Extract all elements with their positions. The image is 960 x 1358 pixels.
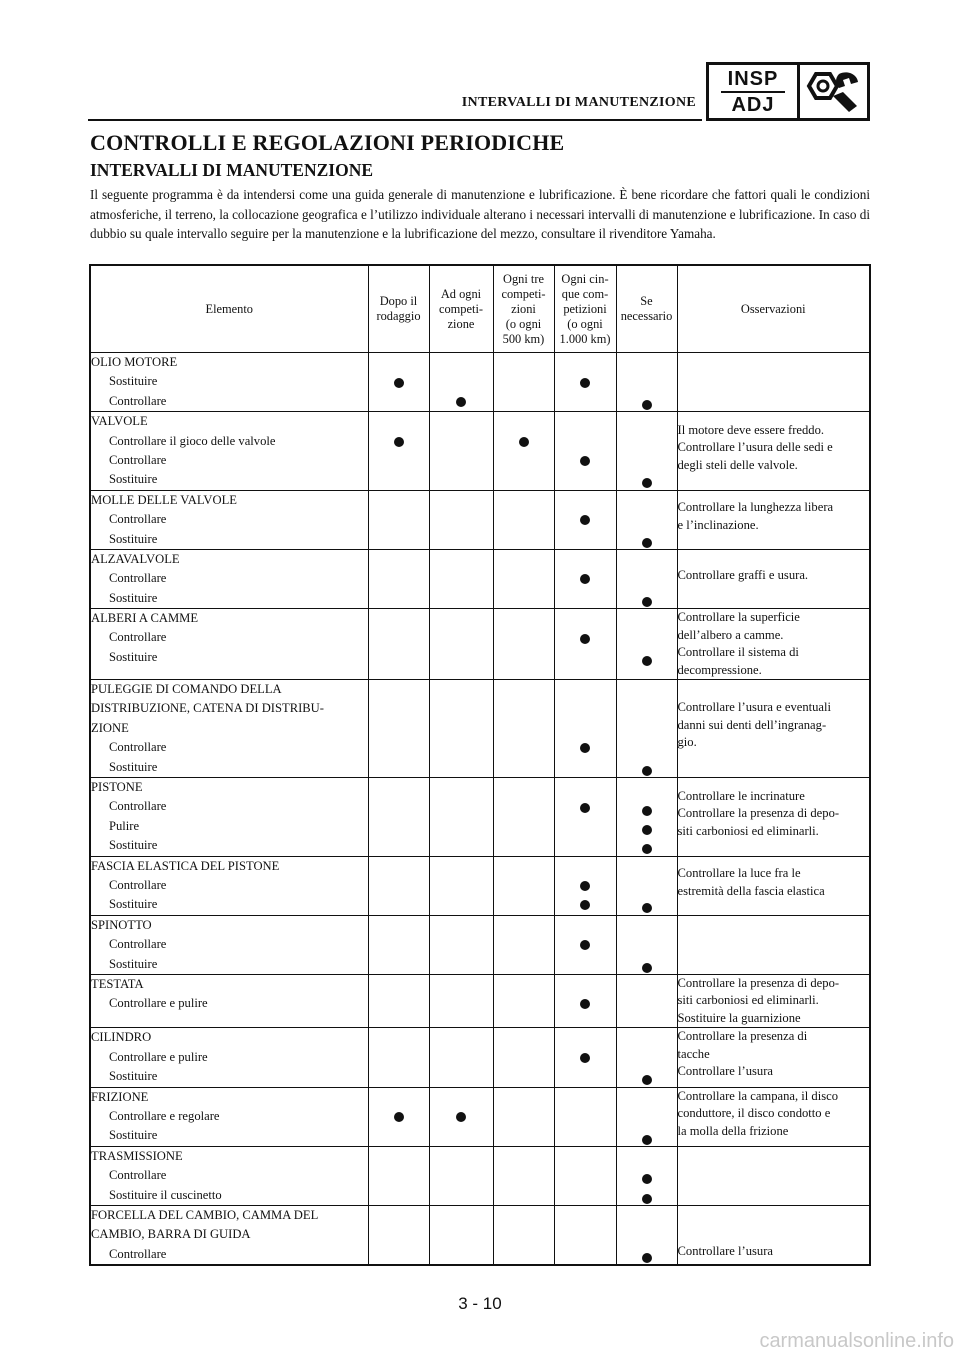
interval-cell: [429, 412, 493, 491]
schedule-dot-icon: [642, 597, 652, 607]
note-text: Controllare l’usura: [677, 1064, 773, 1079]
task-label: Sostituire: [109, 759, 158, 774]
note-text: Controllare la superficie: [677, 610, 800, 625]
group-title: TRASMISSIONE: [91, 1148, 183, 1163]
interval-cell: [616, 490, 677, 549]
item-cell: [90, 609, 368, 680]
interval-cell: [368, 974, 429, 1028]
schedule-dot-icon: [580, 634, 590, 644]
note-text: Controllare le incrinature: [677, 788, 805, 803]
insp-adj-badge: [706, 62, 870, 121]
badge-insp-label: INSP: [727, 67, 779, 90]
interval-cell: [616, 778, 677, 857]
note-text: degli steli delle valvole.: [677, 457, 798, 472]
interval-cell: [368, 1146, 429, 1205]
schedule-dot-icon: [642, 1194, 652, 1204]
schedule-dot-icon: [519, 437, 529, 447]
schedule-dot-icon: [580, 515, 590, 525]
interval-cell: [368, 680, 429, 778]
task-label: Controllare: [109, 799, 167, 814]
notes-cell: [677, 412, 870, 491]
group-title: FRIZIONE: [91, 1089, 149, 1104]
notes-cell: [677, 1146, 870, 1205]
interval-cell: [554, 1028, 616, 1087]
task-label: Controllare e pulire: [109, 996, 208, 1011]
interval-cell: [554, 680, 616, 778]
note-text: Controllare il sistema di: [677, 645, 799, 660]
table-row: [90, 1087, 870, 1146]
item-cell: [90, 1146, 368, 1205]
group-title: MOLLE DELLE VALVOLE: [91, 492, 237, 507]
item-cell: [90, 412, 368, 491]
table-row: [90, 1205, 870, 1265]
notes-cell: [677, 856, 870, 915]
badge-text: [709, 65, 800, 118]
schedule-dot-icon: [642, 1135, 652, 1145]
notes-cell: [677, 490, 870, 549]
task-label: Controllare e regolare: [109, 1109, 220, 1123]
note-text: Controllare la campana, il disco: [677, 1088, 839, 1103]
interval-cell: [368, 490, 429, 549]
item-cell: [90, 1205, 368, 1265]
section-subtitle: INTERVALLI DI MANUTENZIONE: [90, 160, 374, 180]
note-text: Controllare l’usura delle sedi e: [677, 440, 833, 455]
note-text: Controllare l’usura e eventuali: [677, 700, 832, 715]
interval-cell: [493, 353, 554, 412]
interval-cell: [429, 353, 493, 412]
note-text: Controllare la luce fra le: [677, 866, 801, 881]
task-label: Controllare: [109, 877, 167, 892]
schedule-dot-icon: [642, 903, 652, 913]
schedule-dot-icon: [642, 963, 652, 973]
notes-cell: [677, 609, 870, 680]
interval-cell: [429, 680, 493, 778]
table-row: [90, 353, 870, 412]
schedule-dot-icon: [456, 397, 466, 407]
section-title: INTERVALLI DI MANUTENZIONE: [461, 95, 696, 110]
task-label: Controllare: [109, 740, 167, 755]
group-title: TESTATA: [91, 976, 144, 991]
notes-cell: [677, 1205, 870, 1265]
interval-cell: [493, 1028, 554, 1087]
group-title: ZIONE: [91, 720, 129, 735]
task-label: Controllare e pulire: [109, 1049, 208, 1064]
interval-cell: [554, 1205, 616, 1265]
interval-cell: [616, 680, 677, 778]
interval-cell: [368, 1087, 429, 1146]
notes-cell: [677, 974, 870, 1028]
interval-cell: [368, 549, 429, 608]
task-label: Controllare: [109, 1246, 167, 1261]
note-text: dell’albero a camme.: [677, 627, 784, 642]
interval-cell: [554, 915, 616, 974]
interval-cell: [368, 412, 429, 491]
schedule-dot-icon: [642, 844, 652, 854]
column-header: [429, 265, 493, 353]
interval-cell: [429, 490, 493, 549]
column-header: [554, 265, 616, 353]
schedule-dot-icon: [580, 803, 590, 813]
interval-cell: [368, 609, 429, 680]
table-row: [90, 680, 870, 778]
item-cell: [90, 353, 368, 412]
schedule-dot-icon: [642, 656, 652, 666]
interval-cell: [493, 490, 554, 549]
group-title: CILINDRO: [91, 1030, 152, 1045]
note-text: la molla della frizione: [677, 1123, 789, 1138]
table-header-row: [90, 265, 870, 353]
group-title: VALVOLE: [91, 414, 148, 429]
task-label: Controllare: [109, 630, 167, 645]
interval-cell: [429, 974, 493, 1028]
watermark: carmanualsonline.info: [759, 1330, 954, 1352]
column-header-label: Se necessario: [620, 294, 673, 323]
interval-cell: [493, 974, 554, 1028]
item-cell: [90, 915, 368, 974]
table-row: [90, 1028, 870, 1087]
interval-cell: [493, 609, 554, 680]
interval-cell: [493, 778, 554, 857]
table-row: [90, 856, 870, 915]
note-text: Controllare la lunghezza libera: [677, 500, 834, 515]
group-title: PISTONE: [91, 780, 143, 795]
interval-cell: [429, 609, 493, 680]
item-cell: [90, 549, 368, 608]
schedule-dot-icon: [642, 1075, 652, 1085]
interval-cell: [493, 680, 554, 778]
task-label: Controllare: [109, 937, 167, 952]
interval-cell: [368, 1205, 429, 1265]
interval-cell: [493, 412, 554, 491]
item-cell: [90, 974, 368, 1028]
interval-cell: [368, 1028, 429, 1087]
column-header-label: Ad ogni competi- zione: [438, 286, 484, 331]
column-header: [616, 265, 677, 353]
interval-cell: [554, 490, 616, 549]
note-text: e l’inclinazione.: [677, 517, 759, 532]
group-title: ALZAVALVOLE: [91, 551, 180, 566]
interval-cell: [493, 1087, 554, 1146]
interval-cell: [554, 353, 616, 412]
interval-cell: [368, 353, 429, 412]
notes-cell: [677, 1087, 870, 1146]
interval-cell: [616, 856, 677, 915]
schedule-dot-icon: [580, 999, 590, 1009]
interval-cell: [616, 353, 677, 412]
interval-cell: [616, 1146, 677, 1205]
interval-cell: [616, 1087, 677, 1146]
table-row: [90, 1146, 870, 1205]
notes-cell: [677, 549, 870, 608]
interval-cell: [616, 1205, 677, 1265]
item-cell: [90, 490, 368, 549]
header-rule: [88, 119, 702, 121]
note-text: Controllare l’usura: [677, 1243, 773, 1258]
group-title: DISTRIBUZIONE, CATENA DI DISTRIBU-: [91, 701, 324, 716]
schedule-dot-icon: [394, 437, 404, 447]
wrench-bolt-icon: [800, 65, 867, 118]
note-text: conduttore, il disco condotto e: [677, 1106, 831, 1121]
notes-cell: [677, 778, 870, 857]
interval-cell: [554, 412, 616, 491]
task-label: Sostituire: [109, 1069, 158, 1084]
task-label: Sostituire: [109, 838, 158, 853]
task-label: Sostituire: [109, 897, 158, 912]
item-cell: [90, 856, 368, 915]
schedule-dot-icon: [580, 900, 590, 910]
task-label: Sostituire: [109, 590, 158, 605]
interval-cell: [616, 1028, 677, 1087]
task-label: Controllare: [109, 571, 167, 586]
note-text: Controllare la presenza di depo-: [677, 975, 840, 990]
group-title: OLIO MOTORE: [91, 355, 178, 369]
interval-cell: [616, 974, 677, 1028]
schedule-dot-icon: [642, 766, 652, 776]
notes-cell: [677, 915, 870, 974]
task-label: Controllare il gioco delle valvole: [109, 433, 276, 448]
schedule-dot-icon: [642, 1253, 652, 1263]
task-label: Sostituire: [109, 472, 158, 487]
interval-cell: [554, 1146, 616, 1205]
interval-cell: [429, 1028, 493, 1087]
page-number: 3 - 10: [458, 1294, 502, 1313]
note-text: siti carboniosi ed eliminarli.: [677, 993, 819, 1008]
group-title: SPINOTTO: [91, 917, 152, 932]
item-cell: [90, 1028, 368, 1087]
task-label: Controllare: [109, 512, 167, 527]
task-label: Sostituire: [109, 1128, 158, 1143]
interval-cell: [429, 1146, 493, 1205]
note-text: Sostituire la guarnizione: [677, 1010, 801, 1025]
notes-cell: [677, 680, 870, 778]
interval-cell: [493, 1146, 554, 1205]
note-text: Controllare graffi e usura.: [677, 568, 809, 583]
column-header-label: Ogni tre competi- zioni (o ogni 500 km): [501, 271, 546, 346]
interval-cell: [493, 856, 554, 915]
schedule-dot-icon: [394, 1112, 404, 1122]
interval-cell: [616, 609, 677, 680]
group-title: PULEGGIE DI COMANDO DELLA: [91, 682, 282, 697]
note-text: estremità della fascia elastica: [677, 883, 825, 898]
table-row: [90, 974, 870, 1028]
schedule-dot-icon: [580, 881, 590, 891]
column-header: [677, 265, 870, 353]
note-text: Il motore deve essere freddo.: [677, 422, 825, 437]
column-header-label: Dopo il rodaggio: [376, 294, 421, 323]
interval-cell: [429, 549, 493, 608]
interval-cell: [554, 974, 616, 1028]
interval-cell: [368, 915, 429, 974]
schedule-dot-icon: [642, 806, 652, 816]
group-title: CAMBIO, BARRA DI GUIDA: [91, 1227, 251, 1242]
column-header: [90, 265, 368, 353]
column-header: [368, 265, 429, 353]
item-cell: [90, 680, 368, 778]
interval-cell: [429, 1205, 493, 1265]
interval-cell: [554, 609, 616, 680]
schedule-dot-icon: [580, 456, 590, 466]
interval-cell: [554, 549, 616, 608]
table-row: [90, 778, 870, 857]
interval-cell: [616, 412, 677, 491]
task-label: Controllare: [109, 393, 167, 408]
intro-paragraph: Il seguente programma è da intendersi come una guida generale di manutenzione e lubrificazione. È bene ricordare che fattori quali le condizioni atmosferiche, il terreno, la collocazione geografica e l’utilizzo individuale alterano i necessari intervalli di manutenzione e lubrificazione. In caso di dubbio su quale intervallo seguire per la manutenzione e la lubrificazione del mezzo, consultare il rivenditore Yamaha.: [90, 187, 870, 241]
task-label: Pulire: [109, 818, 140, 833]
interval-cell: [616, 915, 677, 974]
group-title: FASCIA ELASTICA DEL PISTONE: [91, 858, 280, 873]
interval-cell: [493, 1205, 554, 1265]
table-row: [90, 412, 870, 491]
table-row: [90, 490, 870, 549]
task-label: Controllare: [109, 452, 167, 467]
note-text: tacche: [677, 1046, 710, 1061]
table-row: [90, 609, 870, 680]
column-header-label: Ogni cin- que com- petizioni (o ogni 1.000 km): [559, 271, 611, 346]
interval-cell: [429, 1087, 493, 1146]
task-label: Controllare: [109, 1168, 167, 1183]
schedule-dot-icon: [642, 478, 652, 488]
note-text: Controllare la presenza di depo-: [677, 806, 840, 821]
note-text: siti carboniosi ed eliminarli.: [677, 823, 819, 838]
interval-cell: [429, 915, 493, 974]
task-label: Sostituire il cuscinetto: [109, 1187, 222, 1202]
task-label: Sostituire: [109, 956, 158, 971]
schedule-dot-icon: [642, 1174, 652, 1184]
maintenance-schedule-table: [89, 264, 871, 1266]
schedule-dot-icon: [580, 940, 590, 950]
schedule-dot-icon: [580, 574, 590, 584]
group-title: FORCELLA DEL CAMBIO, CAMMA DEL: [91, 1207, 319, 1222]
table-row: [90, 915, 870, 974]
column-header: [493, 265, 554, 353]
note-text: gio.: [677, 735, 697, 750]
interval-cell: [368, 856, 429, 915]
interval-cell: [493, 915, 554, 974]
schedule-dot-icon: [580, 378, 590, 388]
schedule-dot-icon: [642, 538, 652, 548]
note-text: Controllare la presenza di: [677, 1029, 808, 1044]
table-body: [90, 353, 870, 1266]
schedule-dot-icon: [642, 825, 652, 835]
interval-cell: [554, 856, 616, 915]
note-text: danni sui denti dell’ingranag-: [677, 717, 827, 732]
schedule-dot-icon: [580, 1053, 590, 1063]
notes-cell: [677, 1028, 870, 1087]
schedule-dot-icon: [580, 743, 590, 753]
schedule-dot-icon: [456, 1112, 466, 1122]
interval-cell: [493, 549, 554, 608]
item-cell: [90, 778, 368, 857]
interval-cell: [368, 778, 429, 857]
interval-cell: [616, 549, 677, 608]
table-row: [90, 549, 870, 608]
interval-cell: [429, 778, 493, 857]
page-title: CONTROLLI E REGOLAZIONI PERIODICHE: [90, 130, 565, 155]
task-label: Sostituire: [109, 531, 158, 546]
task-label: Sostituire: [109, 374, 158, 389]
interval-cell: [554, 778, 616, 857]
column-header-label: Osservazioni: [740, 301, 806, 316]
notes-cell: [677, 353, 870, 412]
schedule-dot-icon: [642, 400, 652, 410]
column-header-label: Elemento: [205, 301, 253, 316]
interval-cell: [554, 1087, 616, 1146]
badge-adj-label: ADJ: [731, 93, 775, 116]
item-cell: [90, 1087, 368, 1146]
interval-cell: [429, 856, 493, 915]
group-title: ALBERI A CAMME: [91, 611, 199, 626]
badge-separator: [721, 91, 785, 93]
schedule-dot-icon: [394, 378, 404, 388]
task-label: Sostituire: [109, 649, 158, 664]
note-text: decompressione.: [677, 662, 762, 677]
